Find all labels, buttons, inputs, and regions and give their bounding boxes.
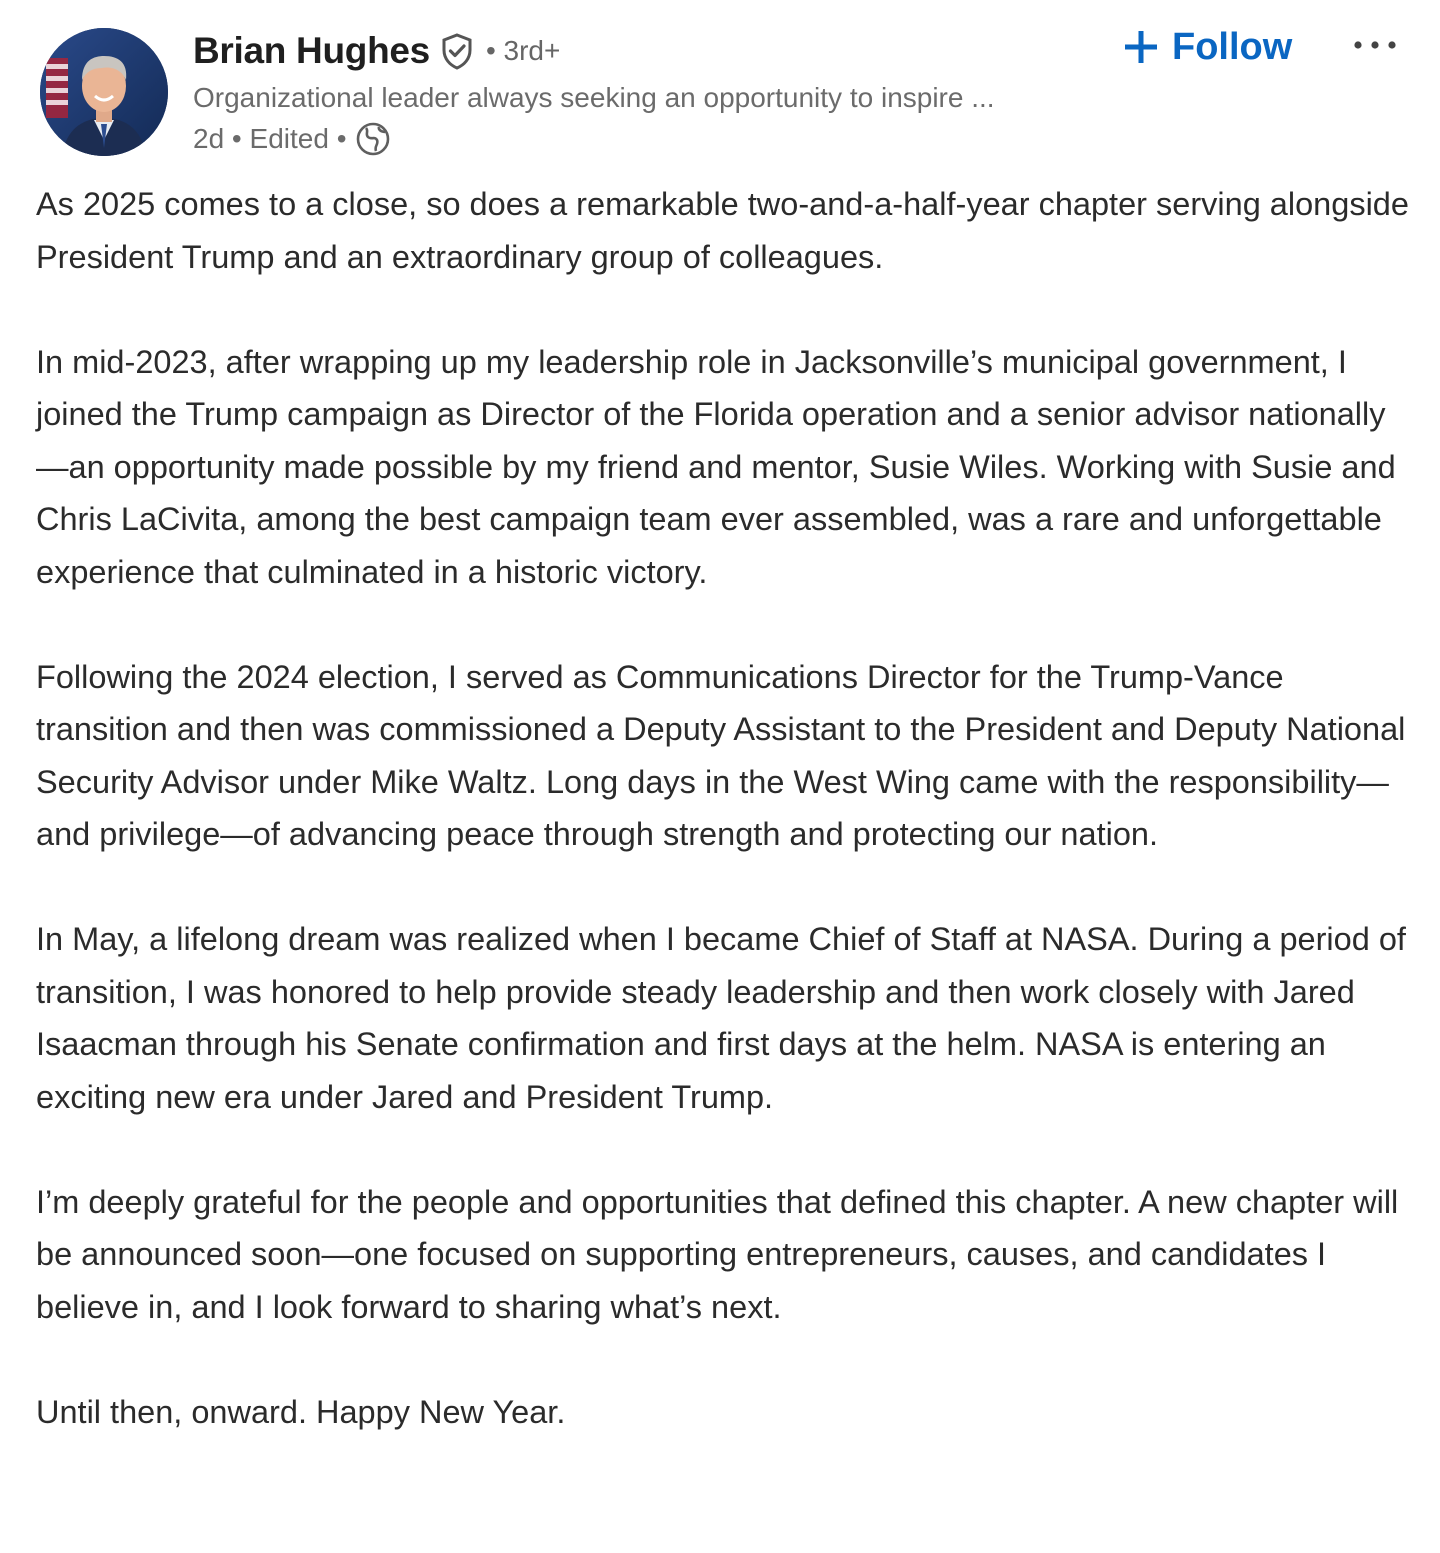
- meta-separator: •: [328, 123, 347, 154]
- ellipsis-icon: [1352, 39, 1398, 51]
- post-body: [36, 178, 1416, 1438]
- avatar[interactable]: [40, 28, 168, 156]
- post-time: 2d: [193, 123, 225, 154]
- post-paragraph: I’m deeply grateful for the people and opportunities that defined this chapter. A new chapter will be announced soon—one focused on supporting entrepreneurs, causes, and candidates I believe in, and I look forward to sharing what’s next.: [36, 1183, 1399, 1325]
- post-paragraph: As 2025 comes to a close, so does a remarkable two-and-a-half-year chapter serving alongside President Trump and an extraordinary group of colleagues.: [36, 186, 1409, 275]
- follow-button[interactable]: [1122, 20, 1292, 74]
- plus-icon: [1122, 28, 1160, 66]
- avatar-photo-icon: [40, 28, 168, 156]
- author-name[interactable]: Brian Hughes: [193, 30, 430, 71]
- author-headline: Organizational leader always seeking an opportunity to inspire ...: [193, 82, 995, 113]
- name-row: [193, 26, 1113, 76]
- edited-label: Edited: [249, 123, 329, 154]
- post-paragraph: In May, a lifelong dream was realized when I became Chief of Staff at NASA. During a period of transition, I was honored to help provide steady leadership and then work closely with Jared Isaacman through his Senate confirmation and first days at the helm. NASA is entering an exciting new era under Jared and President Trump.: [36, 921, 1406, 1115]
- connection-degree: • 3rd+: [485, 35, 561, 66]
- follow-label: Follow: [1172, 25, 1293, 68]
- globe-icon: [355, 121, 391, 157]
- post-header: [0, 0, 1440, 170]
- verified-shield-icon: [438, 32, 476, 70]
- meta-separator: •: [224, 123, 250, 154]
- post-paragraph: Following the 2024 election, I served as Communications Director for the Trump-Vance transition and then was commissioned a Deputy Assistant to the President and Deputy National Security Advisor under Mike Waltz. Long days in the West Wing came with the responsibility—and privilege—of advancing peace through strength and protecting our nation.: [36, 658, 1406, 852]
- more-options-button[interactable]: [1348, 22, 1402, 68]
- post-meta: [193, 118, 1113, 160]
- post-paragraph: In mid-2023, after wrapping up my leadership role in Jacksonville’s municipal government, I joined the Trump campaign as Director of the Florida operation and a senior advisor nationally—an opportunity made possible by my friend and mentor, Susie Wiles. Working with Susie and Chris LaCivita, among the best campaign team ever assembled, was a rare and unforgettable experience that culminated in a historic victory.: [36, 343, 1396, 590]
- actor-info: [193, 26, 1113, 160]
- post-paragraph: Until then, onward. Happy New Year.: [36, 1393, 566, 1430]
